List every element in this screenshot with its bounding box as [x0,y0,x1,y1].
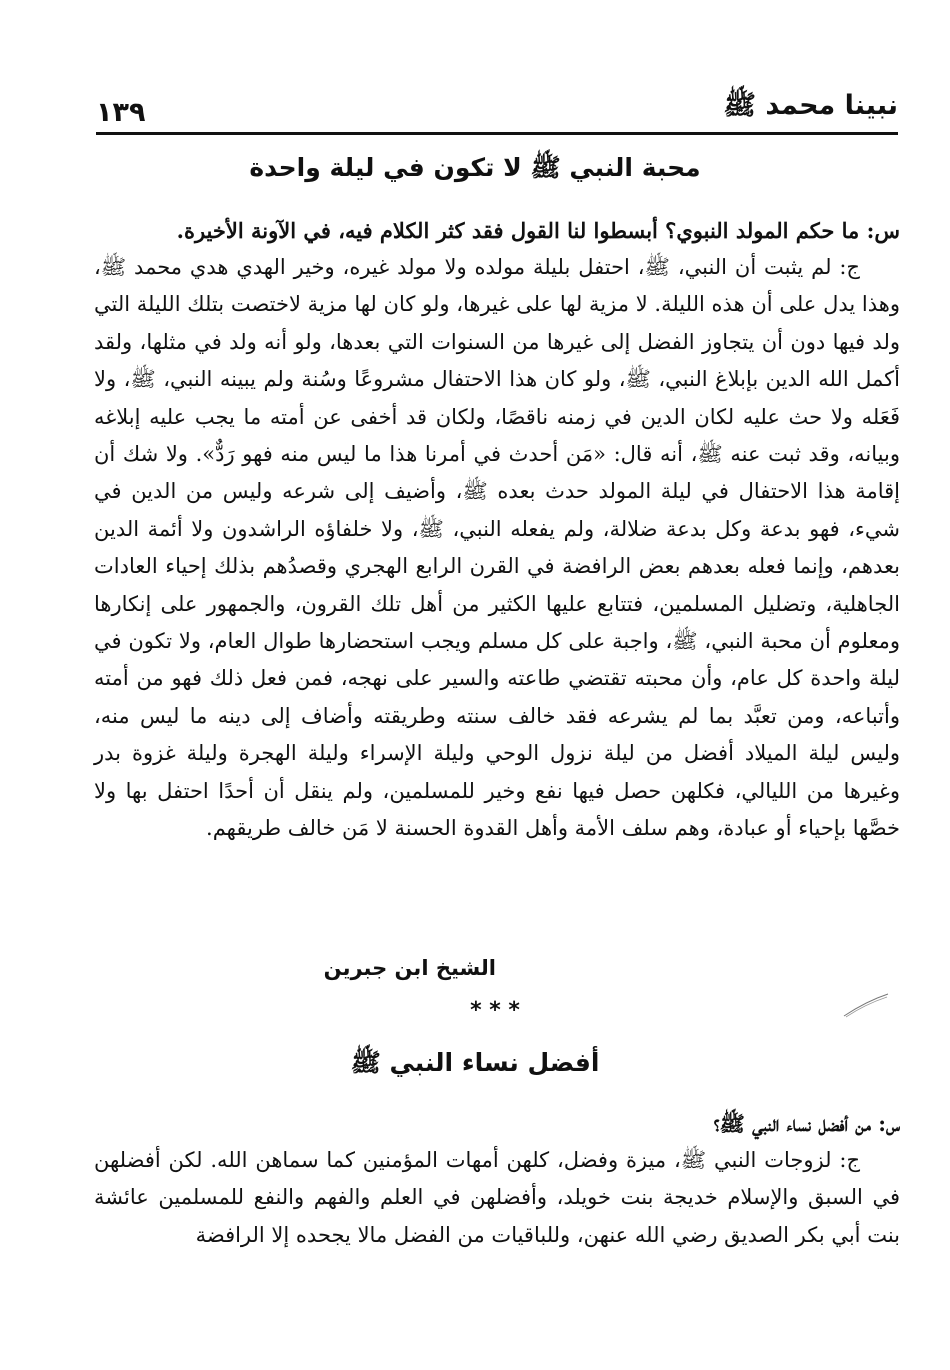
section-title-best-wives: أفضل نساء النبي ﷺ [350,1048,600,1077]
answer-mawlid: ج: لم يثبت أن النبي، ﷺ، احتفل بليلة مولده ولا مولد غيره، وخير الهدي هدي محمد ﷺ، وهذا يدل على أن هذه الليلة. لا مزية لها على غيرها، ولو كان لها مزية لاختصت بتلك الليلة التي ولد فيها دون أن يتجاوز الفضل إلى غيرها من السنوات التي بعدها، ولو أنه ولد في مثلها، ولقد أكمل الله الدين بإبلاغ النبي، ﷺ، ولو كان هذا الاحتفال مشروعًا وسُنة ولم يبينه النبي، ﷺ، ولا فَعَله ولا حث عليه لكان الدين في زمنه ناقصًا، ولكان قد أخفى عن أمته ما يجب عليه إبلاغه وبيانه، وقد ثبت عنه ﷺ، أنه قال: «مَن أحدث في أمرنا هذا ما ليس منه فهو رَدٌّ». ولا شك أن إقامة هذا الاحتفال في ليلة المولد حدث بعده ﷺ، وأضيف إلى شرعه وليس من الدين في شيء، فهو بدعة وكل بدعة ضلالة، ولم يفعله النبي، ﷺ، ولا خلفاؤه الراشدون ولا أئمة الدين بعدهم، وإنما فعله بعدهم بعض الرافضة في القرن الرابع الهجري وقصدُهم بذلك إحياء العادات الجاهلية، وتضليل المسلمين، فتتابع عليها الكثير من أهل تلك القرون، والجمهور على إنكارها ومعلوم أن محبة النبي، ﷺ، واجبة على كل مسلم ويجب استحضارها طوال العام، ولا تكون في ليلة واحدة كل عام، وأن محبته تقتضي طاعته والسير على نهجه، فمن فعل ذلك فهو من أمته وأتباعه، ومن تعبَّد بما لم يشرعه فقد خالف سنته وطريقته وأضاف إلى دينه ما ليس منه، وليس ليلة الميلاد أفضل من ليلة نزول الوحي وليلة الإسراء وليلة الهجرة وليلة غزوة بدر وغيرها من الليالي، فكلهن حصل فيها نفع وخير للمسلمين، ولم ينقل أن أحدًا احتفل بها ولا خصَّها بإحياء أو عبادة، وهم سلف الأمة وأهل القدوة الحسنة لا مَن خالف طريقهم. [94,255,900,841]
answer-author: الشيخ ابن جبرين [323,956,496,980]
running-title: نبينا محمد ﷺ [723,90,898,121]
answer-best-wives: ج: لزوجات النبي ﷺ، ميزة وفضل، كلهن أمهات المؤمنين كما سماهن الله. لكن أفضلهن في السبق والإسلام خديجة بنت خويلد، وأفضلهن في العلم والفهم والنفع للمسلمين عائشة بنت أبي بكر الصديق رضي الله عنهن، وللباقيات من الفضل مالا يجحده إلا الرافضة [94,1148,900,1247]
pen-mark [842,992,890,1018]
running-header [96,88,898,135]
section-separator: * * * [470,998,520,1023]
question-mawlid: س: ما حكم المولد النبوي؟ أبسطوا لنا القول فقد كثر الكلام فيه، في الآونة الأخيرة. [176,218,900,243]
page-number: ١٣٩ [96,97,146,128]
question-best-wives: س: من أفضل نساء النبي ﷺ؟ [713,1111,900,1136]
section-title-prophet-love: محبة النبي ﷺ لا تكون في ليلة واحدة [249,153,701,182]
